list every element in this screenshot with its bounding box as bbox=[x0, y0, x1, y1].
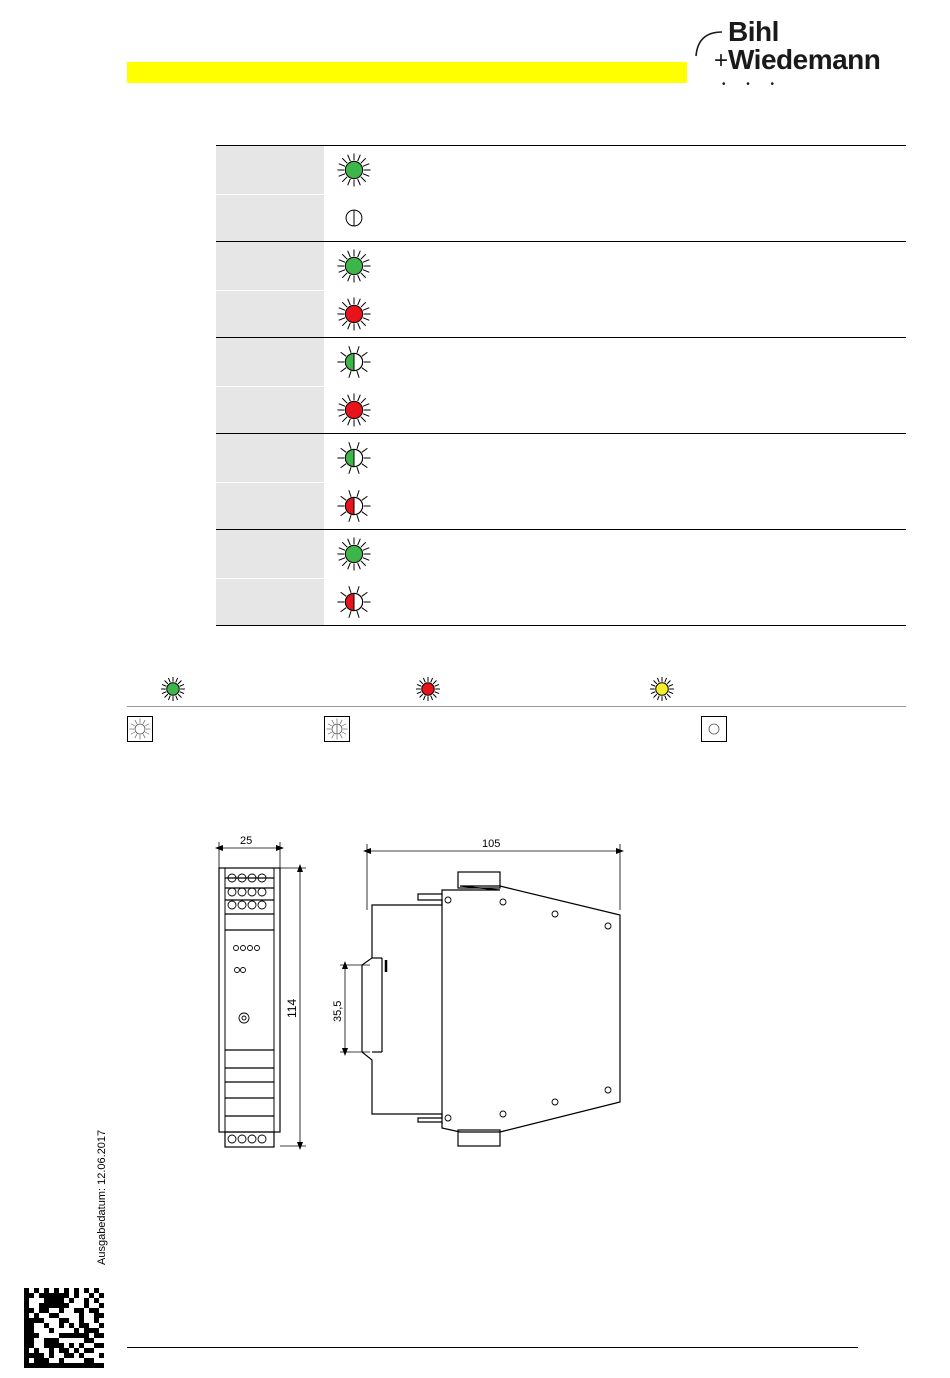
datamatrix-module bbox=[59, 1298, 64, 1303]
datamatrix-module bbox=[69, 1353, 74, 1358]
datamatrix-module bbox=[34, 1333, 39, 1338]
datamatrix-module bbox=[44, 1288, 49, 1293]
datamatrix-module bbox=[24, 1308, 29, 1313]
datamatrix-module bbox=[44, 1308, 49, 1313]
datamatrix-module bbox=[54, 1298, 59, 1303]
led-green-flashing-icon bbox=[336, 536, 372, 572]
led-row bbox=[324, 530, 906, 578]
datamatrix-module bbox=[54, 1288, 59, 1293]
datamatrix-module bbox=[44, 1293, 49, 1298]
datamatrix-module bbox=[99, 1363, 104, 1368]
led-row bbox=[324, 338, 906, 386]
led-green-flashing-icon bbox=[336, 152, 372, 188]
datamatrix-module bbox=[29, 1323, 34, 1328]
led-row bbox=[324, 434, 906, 482]
datamatrix-module bbox=[49, 1343, 54, 1348]
led-label-cell bbox=[216, 242, 324, 337]
datamatrix-module bbox=[89, 1293, 94, 1298]
datamatrix-module bbox=[59, 1308, 64, 1313]
datamatrix-module bbox=[59, 1323, 64, 1328]
datamatrix-module bbox=[29, 1293, 34, 1298]
bihl-wiedemann-logo bbox=[692, 18, 914, 90]
datamatrix-module bbox=[84, 1363, 89, 1368]
datamatrix-module bbox=[64, 1348, 69, 1353]
datamatrix-module bbox=[24, 1343, 29, 1348]
datamatrix-module bbox=[89, 1328, 94, 1333]
datamatrix-module bbox=[29, 1353, 34, 1358]
datamatrix-module bbox=[59, 1333, 64, 1338]
datamatrix-module bbox=[99, 1303, 104, 1308]
datamatrix-module bbox=[49, 1293, 54, 1298]
datamatrix-module bbox=[44, 1298, 49, 1303]
legend-colors-row bbox=[127, 676, 906, 707]
datamatrix-module bbox=[84, 1288, 89, 1293]
datamatrix-module bbox=[74, 1333, 79, 1338]
datamatrix-module bbox=[59, 1358, 64, 1363]
datamatrix-module bbox=[84, 1338, 89, 1343]
datamatrix-module bbox=[69, 1363, 74, 1368]
datamatrix-module bbox=[54, 1343, 59, 1348]
datamatrix-module bbox=[84, 1303, 89, 1308]
datamatrix-module bbox=[84, 1348, 89, 1353]
datamatrix-module bbox=[39, 1358, 44, 1363]
datamatrix-module bbox=[49, 1338, 54, 1343]
datamatrix-module bbox=[74, 1293, 79, 1298]
datamatrix-module bbox=[39, 1363, 44, 1368]
datamatrix-module bbox=[24, 1338, 29, 1343]
datamatrix-module bbox=[39, 1318, 44, 1323]
datamatrix-module bbox=[64, 1353, 69, 1358]
datamatrix-module bbox=[74, 1328, 79, 1333]
datamatrix-module bbox=[34, 1348, 39, 1353]
datamatrix-module bbox=[24, 1303, 29, 1308]
datamatrix-module bbox=[39, 1303, 44, 1308]
led-red-flashing-icon bbox=[336, 296, 372, 332]
datamatrix-module bbox=[64, 1333, 69, 1338]
datamatrix-module bbox=[44, 1323, 49, 1328]
datamatrix-module bbox=[29, 1308, 34, 1313]
datamatrix-module bbox=[89, 1308, 94, 1313]
datamatrix-module bbox=[99, 1353, 104, 1358]
datamatrix-module bbox=[89, 1358, 94, 1363]
datamatrix-module bbox=[24, 1363, 29, 1368]
led-row bbox=[324, 386, 906, 434]
datamatrix-module bbox=[94, 1363, 99, 1368]
datamatrix-module bbox=[54, 1313, 59, 1318]
datamatrix-module bbox=[29, 1363, 34, 1368]
datamatrix-module bbox=[29, 1343, 34, 1348]
datamatrix-module bbox=[49, 1363, 54, 1368]
datamatrix-module bbox=[44, 1303, 49, 1308]
datamatrix-module bbox=[99, 1343, 104, 1348]
datamatrix-module bbox=[94, 1308, 99, 1313]
issue-date: Ausgabedatum: 12.06.2017 bbox=[96, 1129, 108, 1265]
datamatrix-module bbox=[39, 1353, 44, 1358]
led-row bbox=[324, 290, 906, 338]
datamatrix-module bbox=[24, 1333, 29, 1338]
datamatrix-module bbox=[34, 1313, 39, 1318]
logo-line-bihl: Bihl bbox=[728, 16, 779, 47]
datamatrix-module bbox=[59, 1348, 64, 1353]
datamatrix-module bbox=[34, 1353, 39, 1358]
dimension-drawing bbox=[210, 830, 630, 1160]
datamatrix-module bbox=[24, 1293, 29, 1298]
datamatrix-module bbox=[24, 1323, 29, 1328]
datamatrix-module bbox=[99, 1313, 104, 1318]
datamatrix-module bbox=[79, 1313, 84, 1318]
dim-rail-label: 35,5 bbox=[332, 1000, 344, 1022]
legend-states-row bbox=[127, 712, 906, 746]
led-green-half-flashing-icon bbox=[336, 440, 372, 476]
led-group bbox=[216, 433, 906, 529]
led-red-half-flashing-icon bbox=[336, 488, 372, 524]
front-view bbox=[215, 842, 306, 1150]
header-yellow-bar bbox=[127, 62, 687, 83]
led-green-flashing-icon bbox=[336, 248, 372, 284]
datamatrix-module bbox=[64, 1318, 69, 1323]
datamatrix-module bbox=[84, 1333, 89, 1338]
led-green-legend-icon bbox=[160, 676, 186, 707]
dim-depth-label: 105 bbox=[482, 838, 501, 850]
led-off-box-icon bbox=[701, 716, 727, 747]
datamatrix-module bbox=[49, 1298, 54, 1303]
datamatrix-module bbox=[69, 1298, 74, 1303]
datamatrix-module bbox=[64, 1363, 69, 1368]
datamatrix-module bbox=[99, 1323, 104, 1328]
datamatrix-module bbox=[44, 1338, 49, 1343]
footer-rule bbox=[127, 1347, 858, 1348]
led-red-half-flashing-icon bbox=[336, 584, 372, 620]
logo-line-wiedemann: Wiedemann bbox=[728, 44, 881, 75]
datamatrix-module bbox=[74, 1363, 79, 1368]
datamatrix-module bbox=[74, 1308, 79, 1313]
datamatrix-module bbox=[69, 1343, 74, 1348]
datamatrix-module bbox=[24, 1358, 29, 1363]
datamatrix-module bbox=[39, 1293, 44, 1298]
led-row bbox=[324, 146, 906, 194]
datamatrix-module bbox=[59, 1303, 64, 1308]
datamatrix-module bbox=[79, 1318, 84, 1323]
datamatrix-module bbox=[29, 1328, 34, 1333]
datamatrix-module bbox=[29, 1333, 34, 1338]
datamatrix-module bbox=[79, 1308, 84, 1313]
datamatrix-module bbox=[49, 1303, 54, 1308]
datamatrix-module bbox=[34, 1358, 39, 1363]
datamatrix-module bbox=[49, 1313, 54, 1318]
datamatrix-module bbox=[99, 1293, 104, 1298]
datamatrix-module bbox=[24, 1313, 29, 1318]
datamatrix-module bbox=[89, 1363, 94, 1368]
datamatrix-module bbox=[79, 1363, 84, 1368]
led-group bbox=[216, 145, 906, 241]
led-yellow-legend-icon bbox=[649, 676, 675, 707]
led-group bbox=[216, 337, 906, 433]
datamatrix-module bbox=[49, 1328, 54, 1333]
led-red-flashing-icon bbox=[336, 392, 372, 428]
led-on-box-icon bbox=[127, 716, 153, 747]
datamatrix-module bbox=[59, 1318, 64, 1323]
datamatrix-module bbox=[64, 1288, 69, 1293]
dim-height-label: 114 bbox=[285, 998, 299, 1018]
led-status-table bbox=[216, 145, 906, 626]
datamatrix-module bbox=[39, 1308, 44, 1313]
datamatrix-module bbox=[24, 1353, 29, 1358]
datamatrix-module bbox=[54, 1338, 59, 1343]
datamatrix-module bbox=[94, 1298, 99, 1303]
led-row bbox=[324, 242, 906, 290]
led-group bbox=[216, 241, 906, 337]
datamatrix-module bbox=[64, 1293, 69, 1298]
datamatrix-module bbox=[54, 1293, 59, 1298]
datamatrix-module bbox=[54, 1363, 59, 1368]
datamatrix-module bbox=[59, 1343, 64, 1348]
datamatrix-module bbox=[24, 1328, 29, 1333]
datamatrix-module bbox=[84, 1323, 89, 1328]
datamatrix-module bbox=[64, 1303, 69, 1308]
datamatrix-module bbox=[79, 1333, 84, 1338]
datamatrix-module bbox=[79, 1343, 84, 1348]
datamatrix-module bbox=[49, 1348, 54, 1353]
datamatrix-module bbox=[79, 1353, 84, 1358]
datamatrix-module bbox=[74, 1288, 79, 1293]
datamatrix-module bbox=[69, 1333, 74, 1338]
datamatrix-module bbox=[24, 1318, 29, 1323]
datamatrix-module bbox=[94, 1313, 99, 1318]
datamatrix-module bbox=[89, 1348, 94, 1353]
datamatrix-module bbox=[94, 1288, 99, 1293]
led-label-cell bbox=[216, 338, 324, 433]
led-group bbox=[216, 529, 906, 626]
datamatrix-module bbox=[59, 1363, 64, 1368]
datamatrix-module bbox=[94, 1333, 99, 1338]
datamatrix-module bbox=[29, 1338, 34, 1343]
datamatrix-module bbox=[34, 1288, 39, 1293]
datamatrix-module bbox=[34, 1318, 39, 1323]
dimension-drawing-svg bbox=[210, 830, 630, 1160]
datamatrix-module bbox=[34, 1363, 39, 1368]
led-label-cell bbox=[216, 530, 324, 625]
datamatrix-module bbox=[29, 1318, 34, 1323]
datamatrix-module bbox=[94, 1328, 99, 1333]
datamatrix-module bbox=[99, 1333, 104, 1338]
datamatrix-module bbox=[94, 1318, 99, 1323]
led-label-cell bbox=[216, 434, 324, 529]
datamatrix-module bbox=[54, 1303, 59, 1308]
datamatrix-module bbox=[84, 1298, 89, 1303]
led-flashing-box-icon bbox=[324, 716, 350, 747]
datamatrix-module bbox=[74, 1348, 79, 1353]
datamatrix-module bbox=[24, 1298, 29, 1303]
led-row bbox=[324, 194, 906, 242]
led-red-legend-icon bbox=[415, 676, 441, 707]
datamatrix-module bbox=[84, 1328, 89, 1333]
led-off-icon bbox=[336, 200, 372, 236]
led-row bbox=[324, 578, 906, 626]
datamatrix-module bbox=[24, 1348, 29, 1353]
datamatrix-module bbox=[44, 1343, 49, 1348]
datamatrix-module bbox=[24, 1288, 29, 1293]
led-label-cell bbox=[216, 146, 324, 241]
datamatrix-module bbox=[94, 1343, 99, 1348]
datamatrix-module bbox=[49, 1353, 54, 1358]
datamatrix-code-icon bbox=[24, 1288, 104, 1368]
led-row bbox=[324, 482, 906, 530]
datamatrix-module bbox=[79, 1323, 84, 1328]
dim-width-front-label: 25 bbox=[240, 835, 253, 847]
datamatrix-module bbox=[69, 1323, 74, 1328]
datamatrix-module bbox=[44, 1358, 49, 1363]
side-view bbox=[340, 844, 624, 1146]
logo-plus: + bbox=[714, 47, 729, 74]
led-green-half-flashing-icon bbox=[336, 344, 372, 380]
datamatrix-module bbox=[59, 1293, 64, 1298]
datamatrix-module bbox=[84, 1358, 89, 1363]
logo-dots: • • • bbox=[722, 79, 784, 90]
datamatrix-module bbox=[89, 1338, 94, 1343]
datamatrix-module bbox=[44, 1363, 49, 1368]
